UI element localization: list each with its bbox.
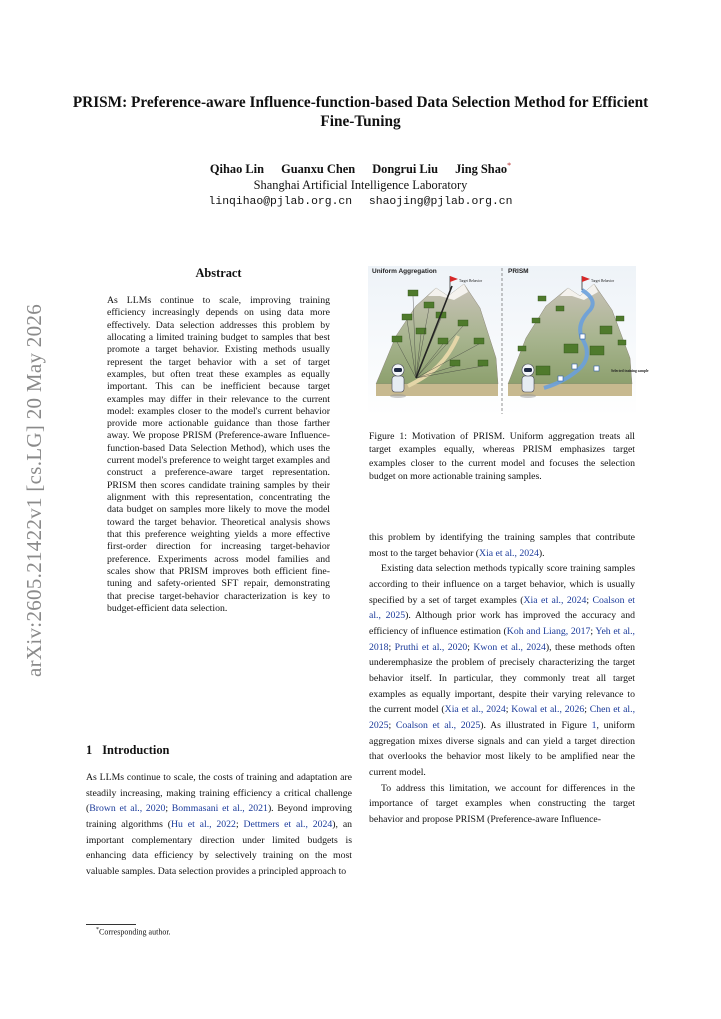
introduction-paragraph: As LLMs continue to scale, the costs of training and adaptation are steadily increasing, making training efficiency a critical challenge (Brown et al., 2020; Bommasani et al., 2021). Beyond improving training algorithms (Hu et al., 2022; Dettmers et al., 2024), an important complementary direction under limited budgets is enhancing data efficiency by selectively training on the most valuable samples. Data selection provides a principled approach to [86,772,353,877]
citation-link[interactable]: Coalson et al., 2025 [369,594,635,622]
paper-title: PRISM: Preference-aware Influence-function-based Data Selection Method for Efficient Fine-Tuning [72,94,649,130]
citation-link[interactable]: Brown et al., 2020 [89,803,166,815]
affiliation: Shanghai Artificial Intelligence Laboratory [253,178,468,192]
arxiv-identifier-stamp [14,290,54,690]
paragraph: To address this limitation, we account for differences in the importance of target examples when constructing the target behavior and propose PRISM (Preference-aware Influence- [369,782,635,825]
citation-link[interactable]: Kwon et al., 2024 [473,641,546,653]
footnote-rule [86,924,136,925]
figure-1-caption: Figure 1: Motivation of PRISM. Uniform aggregation treats all target examples equally, whereas PRISM emphasizes target examples closer to the current model and focuses the selection budget on more actionable training samples. [369,431,635,482]
email-address: shaojing@pjlab.org.cn [368,196,513,208]
citation-link[interactable]: Yeh et al., 2018 [369,625,635,653]
panel-left-title: Uniform Aggregation [372,268,437,275]
paragraph: this problem by identifying the training samples that contribute most to the target behavior (Xia et al., 2024). [369,532,635,559]
citation-link[interactable]: Koh and Liang, 2017 [506,625,591,637]
abstract-body: As LLMs continue to scale, improving training efficiency increasingly depends on using data more effectively. Data selection addresses this problem by allocating a limited training budget to samples that best promote a target behavior. Existing methods usually represent the target behavior with a set of target examples, but often treat these examples as equally important. This can be inefficient because target examples may differ in their relevance to the current model: examples closer to the model's current behavior provide more actionable guidance than those farther away. We propose PRISM (Preference-aware Influence-function-based Data Selection Method), which uses the current model's preference to weight target examples and construct a preference-aware target representation. PRISM then scores candidate training samples by their alignment with this representation, concentrating the data budget on samples more likely to move the model toward the target behavior. Theoretical analysis shows that this preference weighting yields a more effective first-order direction for increasing target-behavior preference. Experiments across model families and scales show that PRISM improves both efficient fine-tuning and safety-oriented SFT repair, demonstrating that precise target-behavior characterization is key to budget-efficient data selection. [107,295,330,614]
email-address: linqihao@pjlab.org.cn [208,196,353,208]
citation-link[interactable]: Xia et al., 2024 [523,594,587,606]
citation-link[interactable]: Bommasani et al., 2021 [171,803,268,815]
author-name: Dongrui Liu [372,162,438,177]
section-number: 1 [86,743,93,757]
figure-1-illustration [368,266,649,416]
abstract-heading: Abstract [195,266,242,280]
section-title: Introduction [102,743,170,757]
footnote: *Corresponding author. [96,927,171,937]
flag-label: Target Behavior [459,279,483,283]
paragraph: Existing data selection methods typically score training samples according to their influence on a target behavior, which is usually specified by a set of target examples (Xia et al., 2024; Coalson et al., 2025). Although prior work has improved the accuracy and efficiency of influence estimation (Koh and Liang, 2017; Yeh et al., 2018; Pruthi et al., 2020; Kwon et al., 2024), these methods often underemphasize the problem of precisely characterizing the target behavior itself. In particular, they commonly treat all target examples as equally important, despite their varying relevance to the current model (Xia et al., 2024; Kowal et al., 2026; Chen et al., 2025; Coalson et al., 2025). As illustrated in Figure 1, uniform aggregation mixes diverse signals and can yield a target direction that overlooks the behavior most likely to be amplified near the current model. [369,563,636,778]
author-name: Jing Shao* [455,161,512,177]
author-name: Qihao Lin [209,162,264,177]
panel-right-title: PRISM [508,268,529,275]
citation-link[interactable]: Xia et al., 2024 [444,704,506,716]
citation-link[interactable]: Hu et al., 2022 [171,818,236,830]
citation-link[interactable]: Xia et al., 2024 [479,547,539,559]
citation-link[interactable]: Dettmers et al., 2024 [243,818,333,830]
svg-text:Target Behavior: Target Behavior [591,279,615,283]
section-heading [86,743,169,758]
corresponding-author-mark: * [507,161,512,170]
right-column-text [369,530,635,827]
author-list [60,161,661,177]
citation-link[interactable]: Kowal et al., 2026 [511,704,585,716]
selected-sample-label: Selected training sample [611,369,649,373]
citation-link[interactable]: Coalson et al., 2025 [395,719,481,731]
arxiv-id-text: arXiv:2605.21422v1 [cs.LG] 20 May 2026 [21,303,46,677]
author-name: Guanxu Chen [281,162,356,177]
email-list [60,196,661,208]
citation-link[interactable]: Chen et al., 2025 [369,704,636,731]
figure-reference-link[interactable]: 1 [591,719,597,731]
citation-link[interactable]: Pruthi et al., 2020 [394,641,468,653]
